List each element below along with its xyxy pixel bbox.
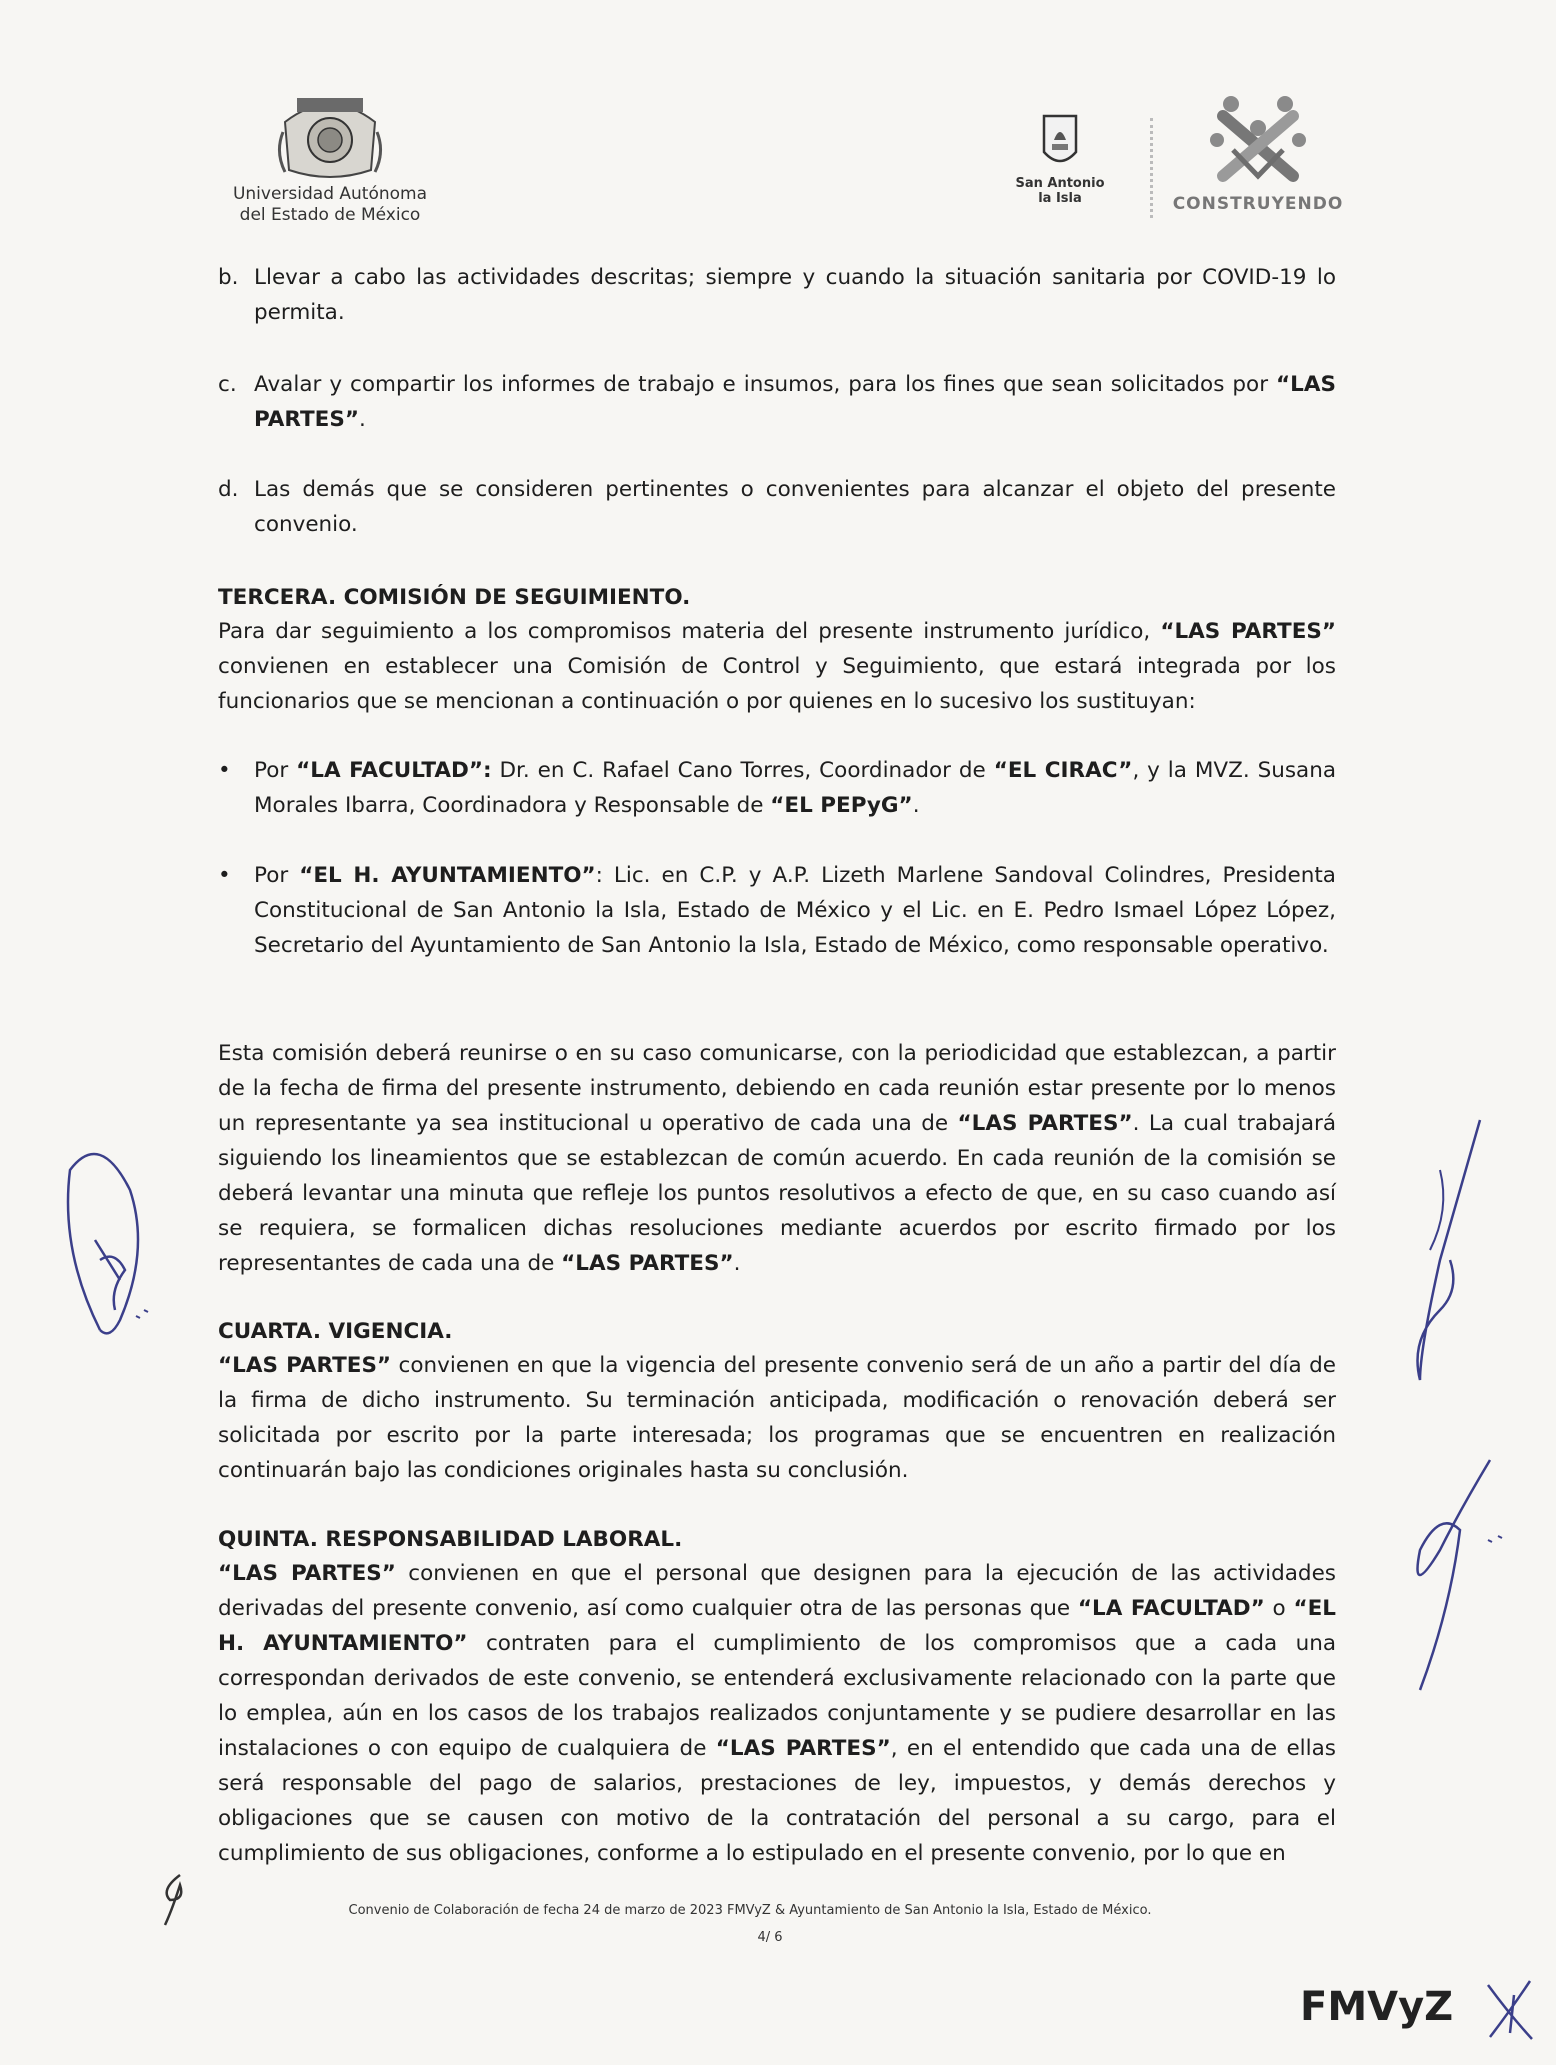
item-label: b. [218,265,239,290]
item-text: Las demás que se consideren pertinentes o convenientes para alcanzar el objeto del presente convenio. [254,477,1336,537]
initial-mark-right [1480,1975,1540,2045]
paragraph: Esta comisión deberá reunirse o en su caso comunicarse, con la periodicidad que establezcan, a partir de la fecha de firma del presente instrumento, debiendo en cada reunión estar presente por lo menos un representante ya sea institucional u operativo de cada una de “LAS PARTES”. La cual trabajará siguiendo los lineamientos que se establezcan de común acuerdo. En cada reunión de la comisión se deberá levantar una minuta que refleje los puntos resolutivos a efecto de que, en su caso cuando así se requiera, se formalicen dichas resoluciones mediante acuerdos por escrito firmado por los representantes de cada una de “LAS PARTES”. [218,1041,1337,1276]
construyendo-logo [1168,90,1348,214]
item-text: Avalar y compartir los informes de trabajo e insumos, para los fines que sean solicitados por “LAS PARTES”. [254,372,1336,432]
footer-caption: Convenio de Colaboración de fecha 24 de marzo de 2023 FMVyZ & Ayuntamiento de San Antonio la Isla, Estado de México. [348,1903,1152,1918]
item-text: Por “EL H. AYUNTAMIENTO”: Lic. en C.P. y A.P. Lizeth Marlene Sandoval Colindres, Presidenta Constitucional de San Antonio la Isla, Estado de México y el Lic. en E. Pedro Ismael López López, Secretario del Ayuntamiento de San Antonio la Isla, Estado de México, como responsable operativo. [254,863,1336,958]
faculty-stamp: FMVyZ [1300,1984,1454,2030]
signature-right-upper [1390,1110,1500,1390]
list-item [218,472,1336,542]
uaem-crest-icon [275,92,385,180]
section-heading: CUARTA. VIGENCIA. [218,1319,453,1344]
initial-mark-left [150,1870,200,1930]
construyendo-emblem-icon [1203,90,1313,188]
paragraph: “LAS PARTES” convienen en que la vigencia del presente convenio será de un año a partir del día de la firma de dicho instrumento. Su terminación anticipada, modificación o renovación deberá ser solicitada por escrito por la parte interesada; los programas que se encuentren en realización continuarán bajo las condiciones originales hasta su conclusión. [218,1353,1336,1483]
list-item [218,858,1336,963]
section-heading: QUINTA. RESPONSABILIDAD LABORAL. [218,1527,683,1552]
paragraph: Para dar seguimiento a los compromisos materia del presente instrumento jurídico, “LAS PARTES” convienen en establecer una Comisión de Control y Seguimiento, que estará integrada por los funcionarios que se mencionan a continuación o por quienes en lo sucesivo los sustituyan: [218,619,1336,714]
item-text: Por “LA FACULTAD”: Dr. en C. Rafael Cano Torres, Coordinador de “EL CIRAC”, y la MVZ. Susana Morales Ibarra, Coordinadora y Responsable de “EL PEPyG”. [254,758,1337,818]
bullet-icon: • [218,758,231,783]
list-item [218,260,1336,330]
section-heading: TERCERA. COMISIÓN DE SEGUIMIENTO. [218,585,691,610]
header-separator [1150,118,1153,218]
university-name: Universidad Autónoma del Estado de México [232,184,428,225]
signature-left [40,1130,170,1360]
item-text: Llevar a cabo las actividades descritas; siempre y cuando la situación sanitaria por COVID-19 lo permita. [254,265,1336,325]
bullet-icon: • [218,863,231,888]
san-antonio-logo [1010,110,1110,206]
uaem-logo [220,92,440,226]
municipal-shield-icon [1038,110,1082,172]
municipality-name: San Antonio la Isla [1015,176,1105,206]
list-item [218,367,1336,437]
item-label: d. [218,477,239,502]
signature-right-lower [1390,1450,1510,1710]
item-label: c. [218,372,237,397]
list-item [218,753,1336,823]
page-number: 4/ 6 [757,1930,783,1945]
paragraph: “LAS PARTES” convienen en que el personal que designen para la ejecución de las actividades derivadas del presente convenio, así como cualquier otra de las personas que “LA FACULTAD” o “EL H. AYUNTAMIENTO” contraten para el cumplimiento de los compromisos que a cada una correspondan derivados de este convenio, se entenderá exclusivamente relacionado con la parte que lo emplea, aún en los casos de los trabajos realizados conjuntamente y se pudiere desarrollar en las instalaciones o con equipo de cualquiera de “LAS PARTES”, en el entendido que cada una de ellas será responsable del pago de salarios, prestaciones de ley, impuestos, y demás derechos y obligaciones que se causen con motivo de la contratación del personal a su cargo, para el cumplimiento de sus obligaciones, conforme a lo estipulado en el presente convenio, por lo que en [218,1561,1337,1866]
program-name: CONSTRUYENDO [1172,194,1344,214]
